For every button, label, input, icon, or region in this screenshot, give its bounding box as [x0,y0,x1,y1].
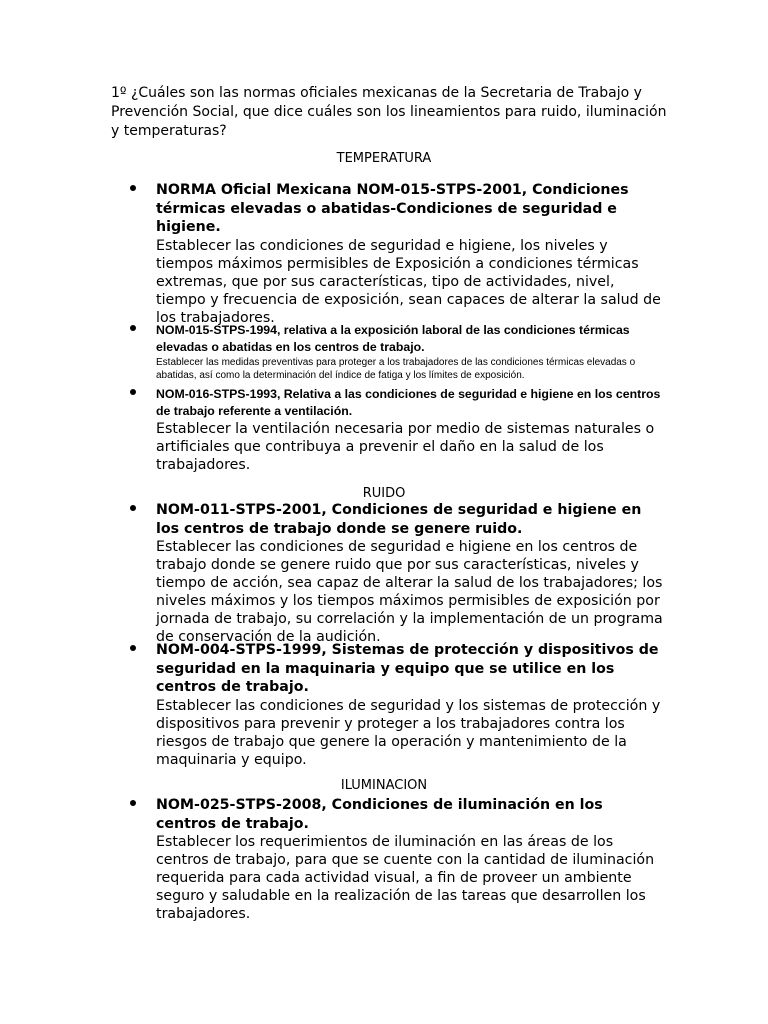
item-title: NOM-016-STPS-1993, Relativa a las condiciones de seguridad e higiene en los centros de trabajo referente a ventilación. [156,387,661,418]
list-item [156,796,666,923]
section-heading-temperatura: TEMPERATURA [336,151,432,166]
item-description: Establecer las medidas preventivas para proteger a los trabajadores de las condiciones térmicas elevadas o abatidas, así como la determinación del índice de fatiga y los límites de exposición. [156,357,636,381]
intro-question: 1º ¿Cuáles son las normas oficiales mexicanas de la Secretaria de Trabajo y Prevención Social, que dice cuáles son los lineamientos para ruido, iluminación y temperaturas? [111,85,667,139]
section-heading-iluminacion: ILUMINACION [340,778,428,793]
bullet-icon [130,505,136,511]
bullet-icon [130,645,136,651]
item-title: NOM-015-STPS-1994, relativa a la exposición laboral de las condiciones térmicas elevadas o abatidas en los centros de trabajo. [156,323,630,354]
bullet-icon [130,185,136,191]
item-title: NOM-004-STPS-1999, Sistemas de protección y dispositivos de seguridad en la maquinaria y equipo que se utilice en los centros de trabajo. [156,642,659,695]
list-item [156,386,666,474]
list-item [156,181,666,327]
item-description: Establecer las condiciones de seguridad y los sistemas de protección y dispositivos para prevenir y proteger a los trabajadores contra los riesgos de trabajo que genere la operación y mantenimiento de la maquinaria y equipo. [156,697,661,768]
bullet-icon [130,800,136,806]
bullet-icon [130,325,136,331]
item-description: Establecer las condiciones de seguridad e higiene, los niveles y tiempos máximos permisibles de Exposición a condiciones térmicas extremas, que por sus características, tipo de actividades, nivel, tiempo y frecuencia de exposición, sean capaces de alterar la salud de los trabajadores. [156,237,661,326]
list-item [156,641,666,769]
item-description: Establecer la ventilación necesaria por medio de sistemas naturales o artificiales que contribuya a prevenir el daño en la salud de los trabajadores. [156,421,655,473]
list-item [156,501,666,646]
bullet-icon [130,389,136,395]
item-title: NOM-011-STPS-2001, Condiciones de seguridad e higiene en los centros de trabajo donde se genere ruido. [156,502,642,537]
item-description: Establecer las condiciones de seguridad e higiene en los centros de trabajo donde se genere ruido que por sus características, niveles y tiempo de acción, sea capaz de alterar la salud de los trabajadores; los niveles máximos y los tiempos máximos permisibles de exposición por jornada de trabajo, su correlación y la implementación de un programa de conservación de la audición. [156,539,663,645]
list-item [156,322,666,382]
item-description: Establecer los requerimientos de iluminación en las áreas de los centros de trabajo, para que se cuente con la cantidad de iluminación requerida para cada actividad visual, a fin de proveer un ambiente seguro y saludable en la realización de las tareas que desarrollen los trabajadores. [156,834,655,922]
section-heading-ruido: RUIDO [362,486,406,501]
item-title: NOM-025-STPS-2008, Condiciones de iluminación en los centros de trabajo. [156,797,603,832]
item-title: NORMA Oficial Mexicana NOM-015-STPS-2001, Condiciones térmicas elevadas o abatidas-Condiciones de seguridad e higiene. [156,182,629,235]
